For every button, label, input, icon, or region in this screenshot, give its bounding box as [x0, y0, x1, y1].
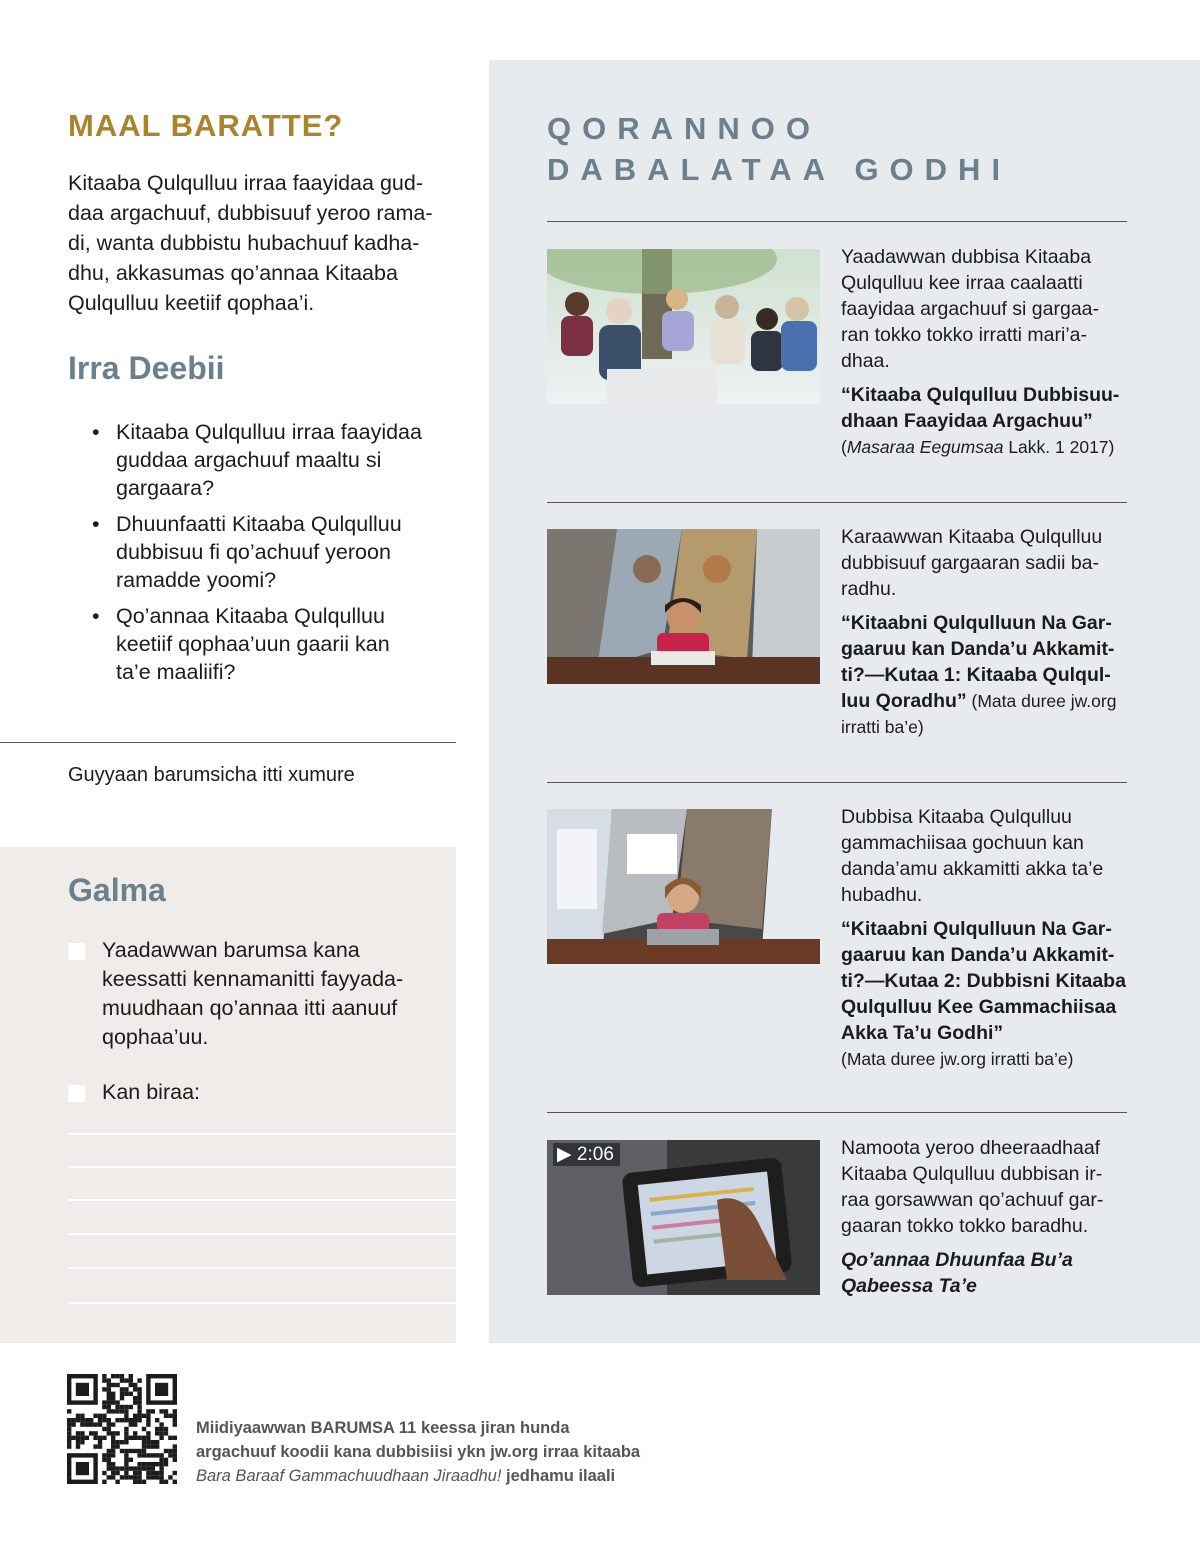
section-divider	[0, 742, 456, 743]
resource-divider	[547, 502, 1127, 503]
write-line[interactable]	[68, 1233, 456, 1235]
intro-paragraph: Kitaaba Qulqulluu irraa faayidaa gud- daa argachuuf, dubbisuuf yeroo rama- di, wanta dubbistu hubachuuf kadha- dhu, akkasumas qo’annaa Kitaaba Qulqulluu keetiif qophaa’i.	[68, 171, 433, 315]
completion-date-label: Guyyaan barumsicha itti xumure	[68, 764, 355, 786]
resource-description: Namoota yeroo dheeraadhaaf Kitaaba Qulqulluu dubbisan ir- raa gorsawwan qo’achuuf gar- gaaran tokko tokko baradhu.	[841, 1137, 1104, 1237]
write-line[interactable]	[68, 1267, 456, 1269]
resource-description: Yaadawwan dubbisa Kitaaba Qulqulluu kee irraa caalaatti faayidaa argachuuf si gargaa- ran tokko tokko irratti mari’a- dhaa.	[841, 246, 1100, 372]
resource-divider	[547, 1112, 1127, 1113]
main-heading: MAAL BARATTE?	[68, 108, 344, 143]
tablet-bible-study-video-thumbnail[interactable]	[547, 1140, 820, 1295]
review-questions	[92, 418, 452, 694]
review-question: • Kitaaba Qulqulluu irraa faayidaa guddaa argachuuf maaltu si gargaara?	[92, 420, 422, 500]
goals-heading: Galma	[68, 872, 166, 908]
resource-title[interactable]: Qo’annaa Dhuunfaa Bu’a Qabeessa Ta’e	[841, 1249, 1073, 1297]
goal-item	[68, 1078, 440, 1107]
resource-divider	[547, 221, 1127, 222]
write-line[interactable]	[68, 1133, 456, 1135]
resource-title[interactable]: “Kitaaba Qulqulluu Dubbisuu- dhaan Faayidaa Argachuu” (Masaraa Eegumsaa Lakk. 1 2017)	[841, 384, 1120, 457]
bullet-icon: •	[92, 420, 100, 444]
goal-checkbox[interactable]	[68, 943, 85, 960]
goal-text: Yaadawwan barumsa kana keessatti kennamanitti fayyada- muudhaan qo’annaa itti aanuuf qophaa’uu.	[102, 938, 404, 1049]
resource-divider	[547, 782, 1127, 783]
resource-description: Dubbisa Kitaaba Qulqulluu gammachiisaa gochuun kan danda’amu akkamitti akka ta’e hubadhu.	[841, 806, 1104, 906]
boy-reading-bible-scenes-photo[interactable]	[547, 529, 820, 684]
video-duration-badge: ▶ 2:06	[553, 1143, 620, 1166]
goal-text: Kan biraa:	[102, 1080, 201, 1104]
write-line[interactable]	[68, 1199, 456, 1201]
resource-title[interactable]: “Kitaabni Qulqulluun Na Gar- gaaruu kan Danda’u Akkamit- ti?—Kutaa 2: Dubbisni Kitaaba Qulqulluu Kee Gammachiisaa Akka Ta’u Godhi” (Mata duree jw.org irratti ba’e)	[841, 918, 1126, 1069]
footer-note: Miidiyaawwan BARUMSA 11 keessa jiran hunda argachuuf koodii kana dubbisiisi ykn jw.org irraa kitaaba Bara Baraaf Gammachuudhaan Jiraadhu! jedhamu ilaali	[196, 1419, 641, 1485]
resource-source: (Mata duree jw.org	[966, 691, 1117, 711]
further-research-heading: QORANNOO DABALATAA GODHI	[547, 111, 1012, 187]
play-icon: ▶	[557, 1144, 572, 1165]
resource-title[interactable]: “Kitaabni Qulqulluun Na Gar- gaaruu kan Danda’u Akkamit- ti?—Kutaa 1: Kitaaba Qulqul- luu Qoradhu” (Mata duree jw.org irratti ba’e)	[841, 612, 1117, 737]
resource-source: (Mata duree jw.org irratti ba’e)	[841, 1049, 1074, 1069]
review-question: • Qo’annaa Kitaaba Qulqulluu keetiif qophaa’uun gaarii kan ta’e maaliifi?	[92, 604, 390, 684]
goal-checkbox[interactable]	[68, 1085, 85, 1102]
bullet-icon: •	[92, 512, 100, 536]
resource-description: Karaawwan Kitaaba Qulqulluu dubbisuuf gargaaran sadii ba- radhu.	[841, 526, 1103, 600]
goal-item	[68, 936, 440, 1052]
resource-source: (Masaraa Eegumsaa Lakk. 1 2017)	[841, 437, 1115, 457]
write-line[interactable]	[68, 1302, 456, 1304]
girl-reading-bible-study-tools-photo[interactable]	[547, 809, 820, 964]
write-line[interactable]	[68, 1166, 456, 1168]
bullet-icon: •	[92, 604, 100, 628]
review-question: • Dhuunfaatti Kitaaba Qulqulluu dubbisuu fi qo’achuuf yeroon ramadde yoomi?	[92, 512, 402, 592]
review-heading: Irra Deebii	[68, 350, 225, 386]
people-reading-bible-outdoors-photo[interactable]	[547, 249, 820, 404]
qr-code-icon[interactable]	[67, 1374, 177, 1484]
resource-source: irratti ba’e)	[841, 717, 924, 737]
